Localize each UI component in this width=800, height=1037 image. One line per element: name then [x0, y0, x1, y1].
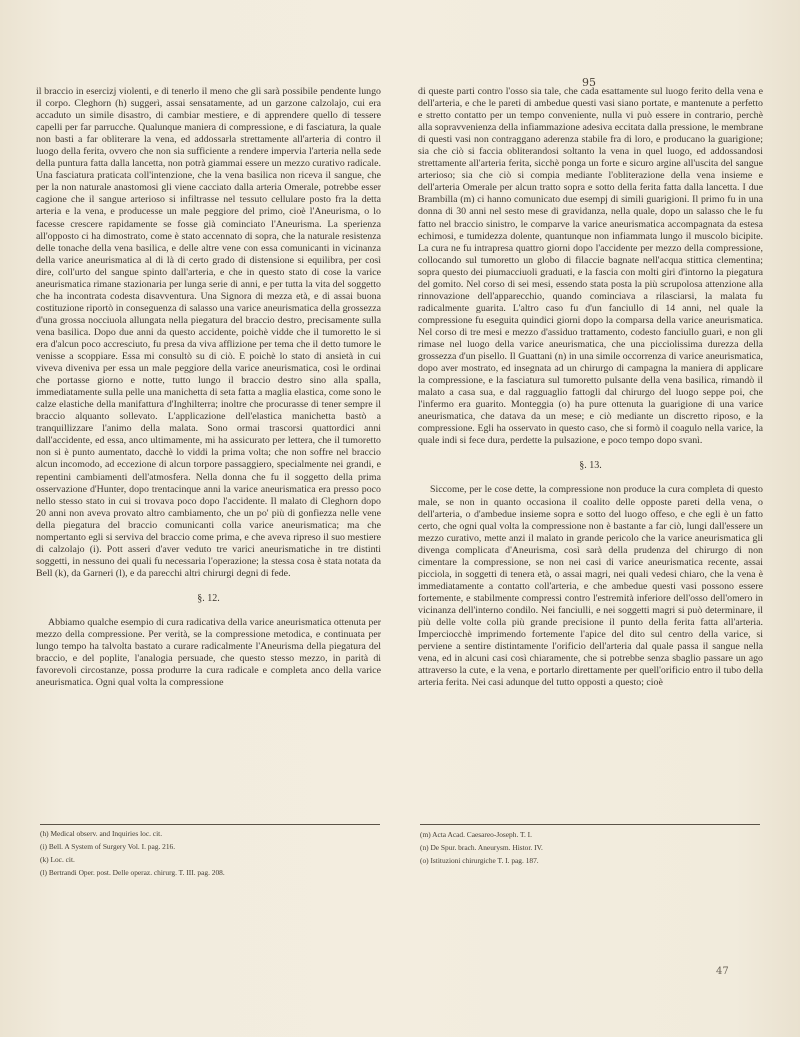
- section-heading: §. 13.: [579, 460, 602, 472]
- left-column: [36, 86, 381, 689]
- body-paragraph: il braccio in esercizj violenti, e di tenerlo il meno che gli sarà possibile pendente lungo il corpo. Cleghorn (h) suggerì, assai sensatamente, ad un garzone calzolajo, cui era accaduto un simile disastro, di cambiar mestiere, e di apprendere quello di tessere capelli per far parrucche. Qualunque maniera di compressione, e di fasciatura, la quale non basti a far obliterare la vena, ed addossarla strettamente all'arteria di contro il luogo della ferita, ovvero che non sia sufficiente a rendere impervia l'arteria nella sede della puntura fatta dalla lancetta, non potrà giammai essere un mezzo curativo radicale. Una fasciatura praticata coll'intenzione, che la vena basilica non riceva il sangue, che per la non naturale anastomosi gli viene cacciato dalla arteria Omerale, potrebbe esser cagione che il sangue arterioso si infiltrasse nel tessuto cellulare posto fra la detta arteria e la vena, e producesse un male peggiore del primo, cioè l'Aneurisma, o lo facesse crescere rapidamente se fosse già cominciato l'Aneurisma. La sperienza all'opposto ci ha dimostrato, come è stato accennato di sopra, che la naturale resistenza delle tonache della vena basilica, e delle altre vene con essa comunicanti in vicinanza della varice aneurismatica al di là di certo grado di distensione si equilibra, per così dire, coll'urto del sangue spinto dall'arteria, e che in questo stato di cose la varice aneurismatica rimane stazionaria per lunga serie di anni, e per tutta la vita del soggetto che ha incontrata codesta disavventura. Una Signora di mezza età, e di assai buona costituzione riportò in conseguenza di salasso una varice aneurismatica della grossezza d'una grossa nocciuola allungata nella piegatura del braccio destro, precisamente sulla vena basilica. Dopo due anni da questo accidente, poichè vidde che il tumoretto le si era d'alcun poco accresciuto, fu presa da viva afflizione per tema che il detto tumore le venisse a scoppiare. Essa mi consultò su di ciò. E poichè lo stato di ansietà in cui viveva diveniva per essa un male peggiore della varice aneurismatica, così le ordinai che portasse giorno e notte, tutto lungo il braccio destro sino alla spalla, immediatamente sulla pelle una manichetta di seta fatta a maglia elastica, come sono le calze elastiche della manifattura d'Inghilterra; inoltre che procurasse di tener sempre il braccio alquanto sollevato. L'applicazione dell'elastica manichetta bastò a tranquillizzare l'animo della malata. Sono ormai trascorsi quattordici anni dall'accidente, ed essa, anco ultimamente, mi ha assicurato per lettera, che il tumoretto non si è punto aumentato, dacchè lo viddi la prima volta; che non soffre nel braccio alcun incomodo, ad eccezione di alcun torpore passaggiero, specialmente nei grandi, e repentini cambiamenti dell'atmosfera. Nella donna che fu il soggetto della prima osservazione d'Hunter, dopo trentacinque anni la varice aneurismatica era presso poco nello stesso stato in cui si trovava poco dopo l'accidente. Il malato di Cleghorn dopo 20 anni non aveva provato altro cambiamento, che un po' più di gonfiezza nelle vene della piegatura del braccio comunicanti colla varice aneurismatica; ma che nompertanto egli si serviva del braccio come prima, e che aveva ripreso il suo mestiere di calzolajo (i). Pott asseri d'aver veduto tre varici aneurismatiche in tre distinti soggetti, in nessuno dei quali fu necessaria l'operazione; la stessa cosa è stata notata da Bell (k), da Garneri (l), e da parecchi altri chirurgi degni di fede.: [36, 86, 381, 579]
- footnote-divider: [420, 824, 760, 825]
- signature-mark: 47: [716, 966, 729, 977]
- right-column: [418, 86, 763, 689]
- footnote: (h) Medical observ. and Inquiries loc. cit.: [40, 829, 163, 838]
- footnote: (m) Acta Acad. Caesareo-Joseph. T. I.: [420, 830, 532, 839]
- body-paragraph: Abbiamo qualche esempio di cura radicativa della varice aneurismatica ottenuta per mezzo della compressione. Per verità, se la compressione metodica, e continuata per lungo tempo ha talvolta bastato a curare radicalmente l'Aneurisma della piegatura del braccio, e del poplite, l'analogia persuade, che questo stesso mezzo, in parità di favorevoli circostanze, possa produrre la cura radicale e completa anco della varice aneurismatica. Ogni qual volta la compressione: [36, 616, 381, 689]
- footnote: (n) De Spur. brach. Aneurysm. Histor. IV.: [420, 842, 543, 852]
- footnote-divider: [40, 824, 380, 825]
- footnotes-right: [420, 829, 543, 868]
- footnote: (i) Bell. A System of Surgery Vol. I. pag. 216.: [40, 841, 176, 851]
- body-paragraph: Siccome, per le cose dette, la compressione non produce la cura completa di questo male, se non in quanto occasiona il coalito delle opposte pareti della vena, o dell'arteria, o d'ambedue insieme sopra e sotto del luogo offeso, e che egli è un fatto certo, che ogni qual volta la compressione non è bastante a far ciò, lungi dall'essere un mezzo curativo, mette anzi il malato in grande pericolo che la varice aneurismatica gli divenga complicata d'Aneurisma, così sarà della prudenza del chirurgo di non cimentare la compressione, se non nei casi di varice aneurismatica recente, assai picciola, in soggetti di tenera età, o assai magri, nei quali vedesi chiaro, che la vena è immediatamente a contatto coll'arteria, e che ambedue questi vasi possono essere fortemente, e stabilmente compressi contro l'estremità inferiore dell'osso dell'omero in vicinanza dell'interno condilo. Nei fanciulli, e nei soggetti magri si può determinare, il più delle volte colla più grande precisione il punto della ferita fatta all'arteria. Imperciocchè imprimendo fortemente l'apice del dito sul centro della varice, si perviene a sentire distintamente l'orificio dell'arteria dal quale passa il sangue nella vena, ed in alcuni casi così chiaramente, che si potrebbe senza sbaglio passare un ago attraverso la cute, e la vena, e portarlo direttamente per quell'orificio entro il tubo della arteria ferita. Nei casi adunque del tutto opposti a questo; cioè: [418, 484, 763, 689]
- footnote: (o) Istituzioni chirurgiche T. I. pag. 187.: [420, 855, 539, 865]
- page-number: 95: [582, 76, 596, 89]
- footnote: (k) Loc. cit.: [40, 854, 75, 864]
- footnote: (l) Bertrandi Oper. post. Delle operaz. chirurg. T. III. pag. 208.: [40, 867, 225, 877]
- body-paragraph: di queste parti contro l'osso sia tale, che cada esattamente sul luogo ferito della vena e dell'arteria, e che le pareti di ambedue questi vasi siano portate, e mantenute a perfetto e stretto contatto per un tempo conveniente, nulla vi può essere in contrario, perchè alla sopravvenienza della infiammazione adesiva eccitata dalla pressione, le membrane di questi vasi non contraggano aderenza stabile fra di loro, e producano la guarigione; sia che ciò si faccia obliterandosi soltanto la vena in quel luogo, ed addossandosi strettamente all'arteria ferita, sicchè ponga un forte e sicuro argine all'uscita del sangue arterioso; sia che ciò si compia mediante l'obliterazione della vena insieme e dell'arteria Omerale per alcun tratto sopra e sotto della ferita fatta dalla lancetta. I due Brambilla (m) ci hanno comunicato due esempj di simili guarigioni. Il primo fu in una donna di 30 anni nel sesto mese di gravidanza, nella quale, dopo un salasso che le fu fatto nel braccio sinistro, le comparve la varice aneurismatica accompagnata da estesa echimosi, e tumidezza dolente, quantunque non infiammata lungo il muscolo bicipite. La cura ne fu intrapresa quattro giorni dopo l'accidente per mezzo della compressione, collocando sul tumoretto un globo di filaccie bagnate nell'acqua stittica clementina; sopra questo dei piumacciuoli graduati, e la fascia con molti giri d'intorno la piegatura del gomito. Nel corso di sei mesi, essendo stata posta la più scrupolosa attenzione alla rinnovazione dell'apparecchio, quando cominciava a rilasciarsi, la malata fu radicalmente guarita. L'altro caso fu d'un fanciullo di 14 anni, nel quale la compressione fu eseguita quindici giorni dopo la comparsa della varice aneurismatica. Nel corso di tre mesi e mezzo d'assiduo trattamento, codesto fanciullo guarì, e non gli rimase nel luogo della varice aneurismatica, che una picciolissima durezza della grossezza d'un pisello. Il Guattani (n) in una simile occorrenza di varice aneurismatica, dopo aver mostrato, ed insegnata ad un chirurgo di campagna la maniera di applicare la compressione, e la fasciatura sul tumoretto pulsante della vena basilica, rimandò il malato a casa sua, e dal ragguaglio fattogli dal chirurgo del luogo seppe poi, che l'infermo era guarito. Monteggia (o) ha pure ottenuta la guarigione di una varice aneurismatica, che datava da un mese; e ciò mediante un discretto riposo, e la compressione. Egli ha osservato in questo caso, che si formò il coagulo nella varice, la quale indi si fece dura, perdette la pulsazione, e poco tempo dopo svanì.: [418, 86, 763, 447]
- footnotes-left: [40, 828, 225, 880]
- section-heading: §. 12.: [197, 592, 220, 604]
